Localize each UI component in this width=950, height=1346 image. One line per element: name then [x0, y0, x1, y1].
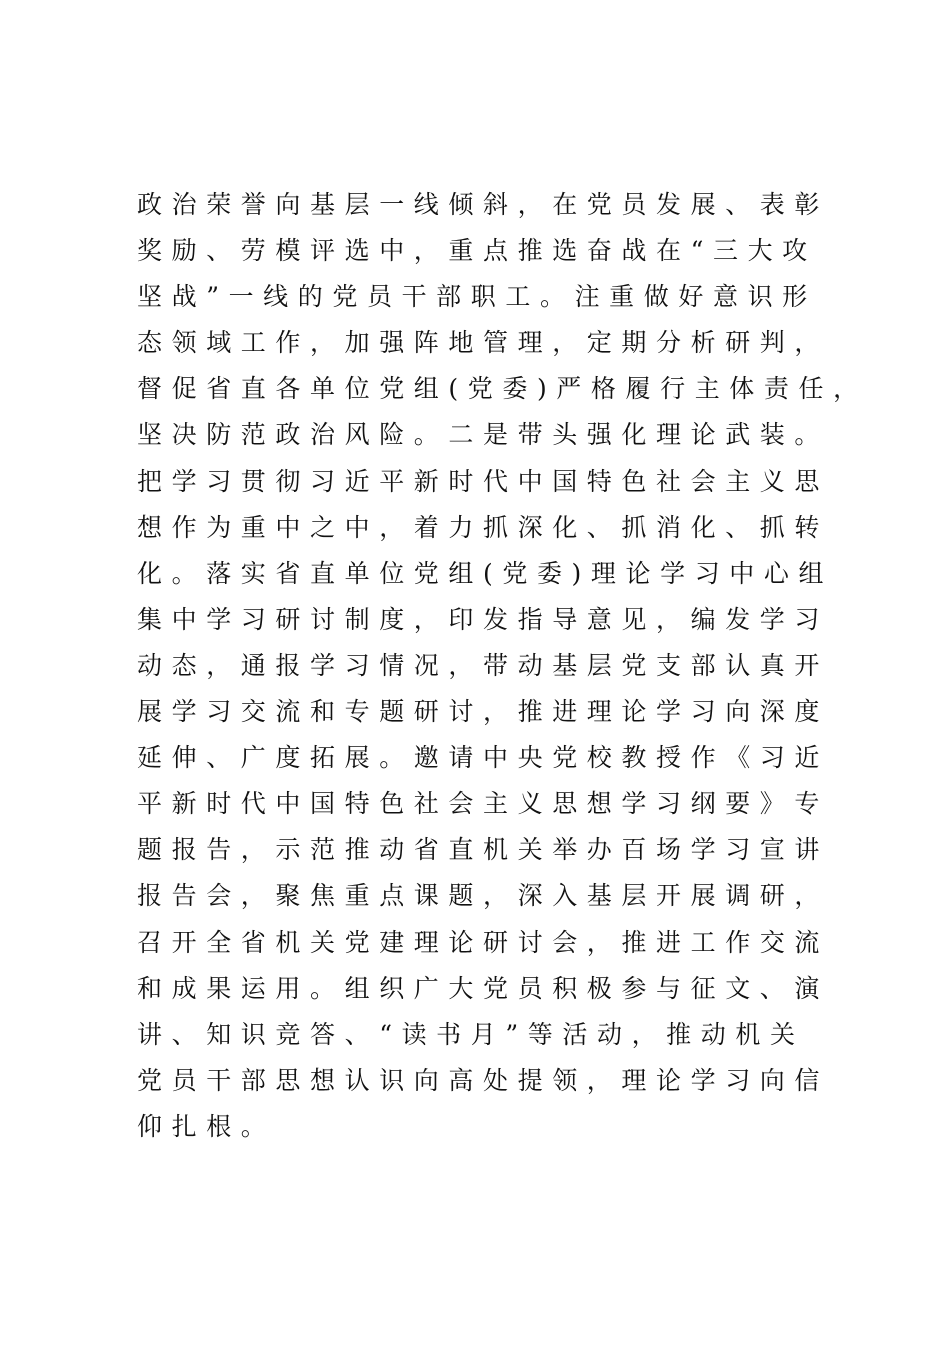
- text-line: 动态，通报学习情况，带动基层党支部认真开: [137, 650, 830, 680]
- text-line: 督促省直各单位党组(党委)严格履行主体责任，: [137, 374, 868, 404]
- text-line: 题报告，示范推动省直机关举办百场学习宣讲: [137, 835, 830, 865]
- text-line: 党员干部思想认识向高处提领，理论学习向信: [137, 1065, 830, 1095]
- text-line: 想作为重中之中，着力抓深化、抓消化、抓转: [137, 512, 830, 542]
- text-line: 展学习交流和专题研讨，推进理论学习向深度: [137, 697, 830, 727]
- text-line: 报告会，聚焦重点课题，深入基层开展调研，: [137, 881, 830, 911]
- text-line: 化。落实省直单位党组(党委)理论学习中心组: [137, 558, 834, 588]
- text-line: 态领域工作，加强阵地管理，定期分析研判，: [137, 328, 830, 358]
- text-line: 把学习贯彻习近平新时代中国特色社会主义思: [137, 466, 830, 496]
- text-line: 政治荣誉向基层一线倾斜，在党员发展、表彰: [137, 190, 830, 219]
- text-line: 坚战”一线的党员干部职工。注重做好意识形: [137, 282, 817, 312]
- text-line: 和成果运用。组织广大党员积极参与征文、演: [137, 973, 830, 1003]
- text-line: 讲、知识竞答、“读书月”等活动，推动机关: [137, 1019, 805, 1049]
- body-paragraph: [137, 182, 868, 1150]
- text-line: 坚决防范政治风险。二是带头强化理论武装。: [137, 420, 830, 450]
- text-line: 仰扎根。: [137, 1111, 276, 1141]
- text-line: 延伸、广度拓展。邀请中央党校教授作《习近: [137, 743, 830, 773]
- text-line: 召开全省机关党建理论研讨会，推进工作交流: [137, 927, 830, 957]
- text-line: 集中学习研讨制度，印发指导意见，编发学习: [137, 604, 830, 634]
- text-line: 平新时代中国特色社会主义思想学习纲要》专: [137, 789, 830, 819]
- text-line: 奖励、劳模评选中，重点推选奋战在“三大攻: [137, 236, 817, 266]
